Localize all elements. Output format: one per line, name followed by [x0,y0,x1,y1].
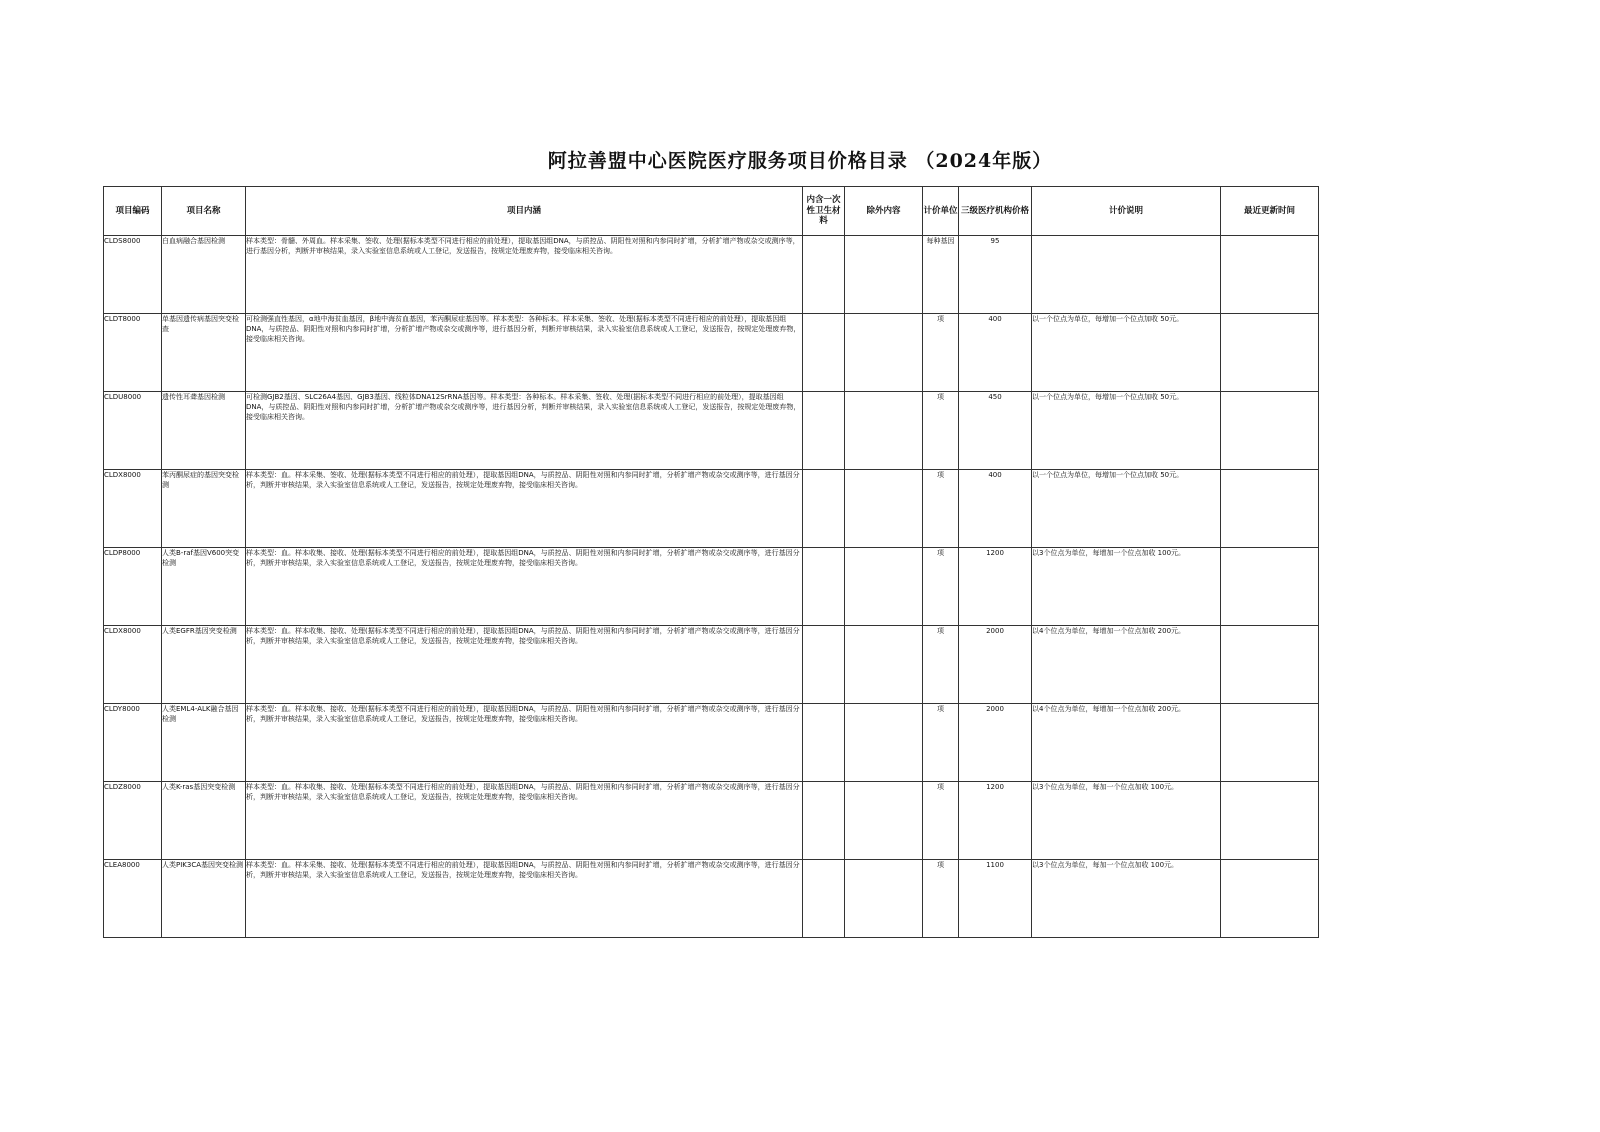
item-note [1032,236,1221,314]
item-exclusions [845,860,923,938]
item-name: 单基因遗传病基因突变检查 [162,314,246,392]
item-content: 样本类型：血。样本收集、接收、处理(据标本类型不同进行相应的前处理），提取基因组DNA，与质控品、阴阳性对照和内参同时扩增，分析扩增产物或杂交或测序等，进行基因分析，判断并审核结果，录入实验室信息系统或人工登记，发送报告，按规定处理废弃物，接受临床相关咨询。 [246,626,803,704]
item-note: 以3个位点为单位，每增加一个位点加收 100元。 [1032,548,1221,626]
item-content: 可检测强直性基因，α地中海贫血基因，β地中海贫血基因，苯丙酮尿症基因等。样本类型：各种标本。样本采集、签收、处理(据标本类型不同进行相应的前处理），提取基因组DNA，与质控品、阴阳性对照和内参同时扩增，分析扩增产物或杂交或测序等，进行基因分析，判断并审核结果，录入实验室信息系统或人工登记，发送报告，按规定处理废弃物，接受临床相关咨询。 [246,314,803,392]
item-content: 样本类型：骨髓、外周血。样本采集、签收、处理(据标本类型不同进行相应的前处理），提取基因组DNA，与质控品、阴阳性对照和内参同时扩增，分析扩增产物或杂交或测序等，进行基因分析，判断并审核结果，录入实验室信息系统或人工登记，发送报告，按规定处理废弃物，接受临床相关咨询。 [246,236,803,314]
item-name: 人类K-ras基因突变检测 [162,782,246,860]
table-row [104,626,1319,704]
item-unit: 项 [923,782,959,860]
item-name: 人类EGFR基因突变检测 [162,626,246,704]
item-note: 以一个位点为单位，每增加一个位点加收 50元。 [1032,314,1221,392]
item-unit: 每种基因 [923,236,959,314]
page-title: 阿拉善盟中心医院医疗服务项目价格目录 （2024年版） [547,150,1053,172]
column-header: 计价单位 [923,187,959,236]
item-price: 400 [959,470,1032,548]
item-consumables [803,548,845,626]
item-name: 人类EML4-ALK融合基因检测 [162,704,246,782]
column-header: 内含一次性卫生材料 [803,187,845,236]
item-consumables [803,236,845,314]
item-name: 遗传性耳聋基因检测 [162,392,246,470]
item-consumables [803,392,845,470]
item-name: 苯丙酮尿症的基因突变检测 [162,470,246,548]
item-price: 2000 [959,704,1032,782]
item-content: 样本类型：血。样本收集、接收、处理(据标本类型不同进行相应的前处理），提取基因组DNA，与质控品、阴阳性对照和内参同时扩增，分析扩增产物或杂交或测序等，进行基因分析，判断并审核结果，录入实验室信息系统或人工登记，发送报告，按规定处理废弃物，接受临床相关咨询。 [246,782,803,860]
item-consumables [803,470,845,548]
item-unit: 项 [923,314,959,392]
item-content: 样本类型：血。样本采集、接收、处理(据标本类型不同进行相应的前处理），提取基因组DNA，与质控品、阴阳性对照和内参同时扩增，分析扩增产物或杂交或测序等，进行基因分析，判断并审核结果，录入实验室信息系统或人工登记，发送报告，按规定处理废弃物，接受临床相关咨询。 [246,860,803,938]
item-updated [1221,782,1319,860]
item-name: 白血病融合基因检测 [162,236,246,314]
item-price: 95 [959,236,1032,314]
item-price: 1200 [959,782,1032,860]
column-header: 三级医疗机构价格 [959,187,1032,236]
item-consumables [803,314,845,392]
item-code: CLDU8000 [104,392,162,470]
item-exclusions [845,236,923,314]
item-exclusions [845,626,923,704]
item-exclusions [845,548,923,626]
table-row [104,314,1319,392]
item-consumables [803,626,845,704]
item-content: 样本类型：血。样本收集、接收、处理(据标本类型不同进行相应的前处理），提取基因组DNA，与质控品、阴阳性对照和内参同时扩增，分析扩增产物或杂交或测序等，进行基因分析，判断并审核结果，录入实验室信息系统或人工登记，发送报告，按规定处理废弃物，接受临床相关咨询。 [246,548,803,626]
table-row [104,392,1319,470]
column-header: 除外内容 [845,187,923,236]
item-note: 以4个位点为单位，每增加一个位点加收 200元。 [1032,626,1221,704]
item-note: 以3个位点为单位，每加一个位点加收 100元。 [1032,860,1221,938]
table-row [104,782,1319,860]
item-unit: 项 [923,470,959,548]
item-code: CLEA8000 [104,860,162,938]
item-updated [1221,392,1319,470]
column-header: 计价说明 [1032,187,1221,236]
item-consumables [803,782,845,860]
item-code: CLDZ8000 [104,782,162,860]
item-note: 以3个位点为单位，每加一个位点加收 100元。 [1032,782,1221,860]
item-unit: 项 [923,392,959,470]
item-code: CLDP8000 [104,548,162,626]
item-price: 450 [959,392,1032,470]
item-code: CLDY8000 [104,704,162,782]
table-row [104,548,1319,626]
item-code: CLDX8000 [104,470,162,548]
item-unit: 项 [923,704,959,782]
item-consumables [803,860,845,938]
item-content: 可检测GJB2基因、SLC26A4基因、GJB3基因、线粒体DNA12SrRNA基因等。样本类型：各种标本。样本采集、签收、处理(据标本类型不同进行相应的前处理），提取基因组DNA，与质控品、阴阳性对照和内参同时扩增，分析扩增产物或杂交或测序等，进行基因分析，判断并审核结果，录入实验室信息系统或人工登记，发送报告，按规定处理废弃物，接受临床相关咨询。 [246,392,803,470]
table-header [104,187,1319,236]
item-updated [1221,626,1319,704]
item-updated [1221,548,1319,626]
item-name: 人类B-raf基因V600突变检测 [162,548,246,626]
item-exclusions [845,470,923,548]
item-updated [1221,860,1319,938]
item-code: CLDS8000 [104,236,162,314]
item-exclusions [845,782,923,860]
item-price: 2000 [959,626,1032,704]
table-row [104,860,1319,938]
column-header: 项目编码 [104,187,162,236]
item-price: 1200 [959,548,1032,626]
table-row [104,704,1319,782]
item-updated [1221,314,1319,392]
item-exclusions [845,314,923,392]
item-unit: 项 [923,548,959,626]
item-unit: 项 [923,860,959,938]
table-row [104,236,1319,314]
item-exclusions [845,392,923,470]
item-exclusions [845,704,923,782]
item-unit: 项 [923,626,959,704]
table-row [104,470,1319,548]
item-code: CLDT8000 [104,314,162,392]
column-header: 最近更新时间 [1221,187,1319,236]
item-content: 样本类型：血。样本采集、签收、处理(据标本类型不同进行相应的前处理），提取基因组DNA，与质控品、阴阳性对照和内参同时扩增，分析扩增产物或杂交或测序等，进行基因分析，判断并审核结果，录入实验室信息系统或人工登记，发送报告，按规定处理废弃物，接受临床相关咨询。 [246,470,803,548]
item-note: 以一个位点为单位，每增加一个位点加收 50元。 [1032,392,1221,470]
item-note: 以一个位点为单位，每增加一个位点加收 50元。 [1032,470,1221,548]
item-note: 以4个位点为单位，每增加一个位点加收 200元。 [1032,704,1221,782]
item-content: 样本类型：血。样本收集、接收、处理(据标本类型不同进行相应的前处理），提取基因组DNA，与质控品、阴阳性对照和内参同时扩增，分析扩增产物或杂交或测序等，进行基因分析，判断并审核结果，录入实验室信息系统或人工登记，发送报告，按规定处理废弃物，接受临床相关咨询。 [246,704,803,782]
column-header: 项目内涵 [246,187,803,236]
item-code: CLDX8000 [104,626,162,704]
price-table [103,186,1319,938]
item-name: 人类PIK3CA基因突变检测 [162,860,246,938]
column-header: 项目名称 [162,187,246,236]
item-price: 1100 [959,860,1032,938]
item-updated [1221,236,1319,314]
item-price: 400 [959,314,1032,392]
item-updated [1221,704,1319,782]
item-consumables [803,704,845,782]
item-updated [1221,470,1319,548]
